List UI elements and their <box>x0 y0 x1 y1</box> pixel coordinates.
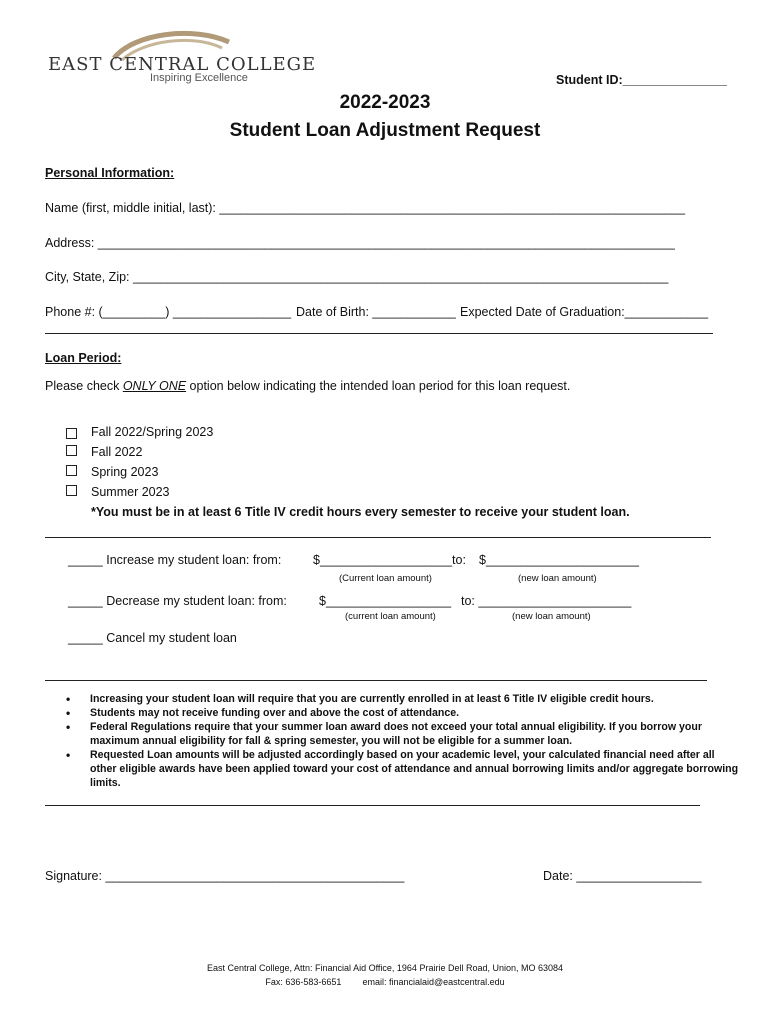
footer-address: East Central College, Attn: Financial Aid Office, 1964 Prairie Dell Road, Union, MO 63084 <box>206 963 564 973</box>
decrease-from-label: (current loan amount) <box>345 611 436 622</box>
note-item: • Increasing your student loan will require that you are currently enrolled in at least 6 Title IV eligible credit hours. <box>62 692 742 706</box>
name-field[interactable]: Name (first, middle initial, last): ___________________________________________________________________ <box>45 201 686 215</box>
loan-period-instruction <box>45 379 570 393</box>
instruction-pre: Please check <box>45 379 123 393</box>
personal-info-heading: Personal Information: <box>45 166 175 180</box>
loan-period-heading: Loan Period: <box>45 351 122 365</box>
decrease-from-field[interactable]: $__________________ <box>319 594 452 608</box>
option-summer: Summer 2023 <box>91 485 170 499</box>
increase-to-field[interactable]: $______________________ <box>479 553 639 567</box>
note-item: • Students may not receive funding over and above the cost of attendance. <box>62 706 742 720</box>
dob-field[interactable]: Date of Birth: ____________ <box>296 305 456 319</box>
increase-to-label: (new loan amount) <box>518 573 597 584</box>
decrease-loan-option[interactable]: _____ Decrease my student loan: from: <box>68 594 287 608</box>
option-fall-spring: Fall 2022/Spring 2023 <box>91 425 214 439</box>
note-item: • Federal Regulations require that your summer loan award does not exceed your total annual eligibility. If you borrow your maximum annual eligibility for fall & spring semester, you will not be eligible for a summer loan. <box>62 720 742 748</box>
option-spring: Spring 2023 <box>91 465 159 479</box>
note-item: • Requested Loan amounts will be adjusted accordingly based on your academic level, your calculated financial need after all other eligible awards have been applied toward your cost of attendance and annual borrowing limits and/or aggregate borrowing limits. <box>62 748 742 790</box>
divider-4 <box>45 805 700 806</box>
instruction-emphasis: ONLY ONE <box>122 379 187 393</box>
footer-contact <box>0 977 770 987</box>
checkbox-summer[interactable] <box>66 485 77 496</box>
checkbox-fall-spring[interactable] <box>66 428 77 439</box>
decrease-to-field[interactable]: to: ______________________ <box>461 594 632 608</box>
increase-from-label: (Current loan amount) <box>339 573 432 584</box>
form-title: Student Loan Adjustment Request <box>229 120 541 141</box>
instruction-post: option below indicating the intended loan period for this loan request. <box>186 379 571 393</box>
footer-email: email: financialaid@eastcentral.edu <box>362 977 505 987</box>
credit-hours-note: *You must be in at least 6 Title IV credit hours every semester to receive your student loan. <box>91 505 630 519</box>
graduation-date-field[interactable]: Expected Date of Graduation:____________ <box>460 305 709 319</box>
signature-field[interactable]: Signature: ___________________________________________ <box>45 869 405 883</box>
cancel-loan-option[interactable]: _____ Cancel my student loan <box>68 631 237 645</box>
phone-field[interactable]: Phone #: (_________) _________________ <box>45 305 292 319</box>
divider-3 <box>45 680 707 681</box>
increase-from-field[interactable]: $___________________to: <box>313 553 466 567</box>
increase-loan-option[interactable]: _____ Increase my student loan: from: <box>68 553 282 567</box>
decrease-to-label: (new loan amount) <box>512 611 591 622</box>
notes-list <box>62 692 742 790</box>
option-fall: Fall 2022 <box>91 445 143 459</box>
logo-name: EAST CENTRAL COLLEGE <box>48 54 317 75</box>
logo-tagline: Inspiring Excellence <box>150 72 248 84</box>
divider-1 <box>45 333 713 334</box>
date-field[interactable]: Date: __________________ <box>543 869 702 883</box>
college-logo <box>44 28 317 86</box>
student-id-field[interactable]: Student ID:_______________ <box>556 73 727 87</box>
divider-2 <box>45 537 711 538</box>
footer-fax: Fax: 636-583-6651 <box>265 977 342 987</box>
checkbox-spring[interactable] <box>66 465 77 476</box>
form-year: 2022-2023 <box>339 92 431 113</box>
city-state-zip-field[interactable]: City, State, Zip: _____________________________________________________________________________ <box>45 270 669 284</box>
address-field[interactable]: Address: ___________________________________________________________________________________ <box>45 236 675 250</box>
checkbox-fall[interactable] <box>66 445 77 456</box>
